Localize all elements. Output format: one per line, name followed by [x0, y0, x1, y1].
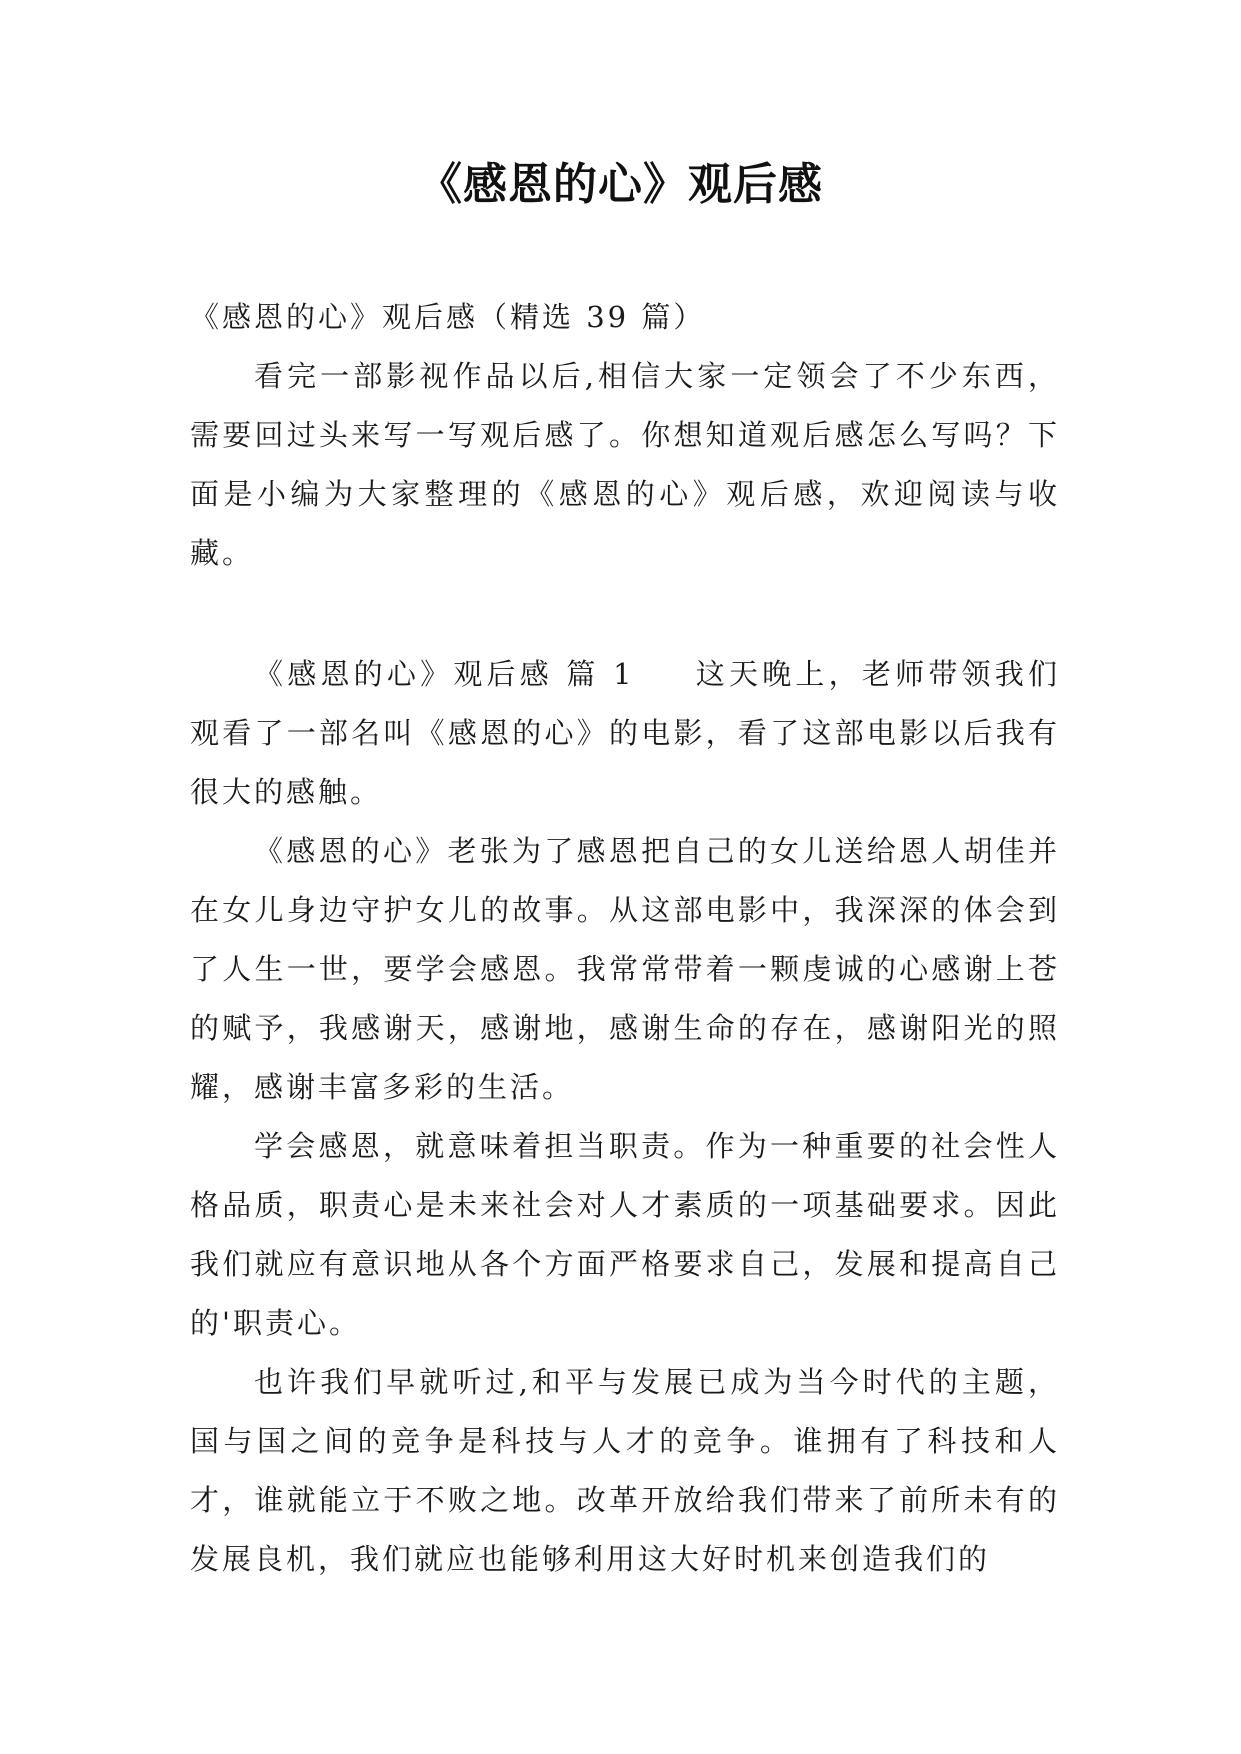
document-subtitle: 《感恩的心》观后感（精选 39 篇） [190, 300, 706, 334]
section-spacer [190, 583, 1060, 645]
body-paragraph-1: 《感恩的心》老张为了感恩把自己的女儿送给恩人胡佳并在女儿身边守护女儿的故事。从这部电影中，我深深的体会到了人生一世，要学会感恩。我常常带着一颗虔诚的心感谢上苍的赋予，我感谢天，感谢地，感谢生命的存在，感谢阳光的照耀，感谢丰富多彩的生活。 [190, 834, 1060, 1104]
section-1-first-text: 这天晚上，老师带领我们观看了一部名叫《感恩的心》的电影，看了这部电影以后我有很大的感触。 [190, 657, 1060, 809]
body-paragraph-3: 也许我们早就听过,和平与发展已成为当今时代的主题，国与国之间的竞争是科技与人才的竞争。谁拥有了科技和人才，谁就能立于不败之地。改革开放给我们带来了前所未有的发展良机，我们就应也能够利用这大好时机来创造我们的 [190, 1365, 1060, 1576]
section-1-heading: 《感恩的心》观后感 篇 1 [254, 657, 635, 691]
document-title: 《感恩的心》观后感 [418, 159, 823, 210]
body-paragraph-2: 学会感恩，就意味着担当职责。作为一种重要的社会性人格品质，职责心是未来社会对人才素质的一项基础要求。因此我们就应有意识地从各个方面严格要求自己，发展和提高自己的'职责心。 [190, 1129, 1060, 1340]
document-body [190, 288, 1060, 1589]
intro-paragraph: 看完一部影视作品以后,相信大家一定领会了不少东西，需要回过头来写一写观后感了。你想知道观后感怎么写吗？下面是小编为大家整理的《感恩的心》观后感，欢迎阅读与收藏。 [190, 359, 1060, 570]
section-1-paragraph [190, 645, 1060, 822]
